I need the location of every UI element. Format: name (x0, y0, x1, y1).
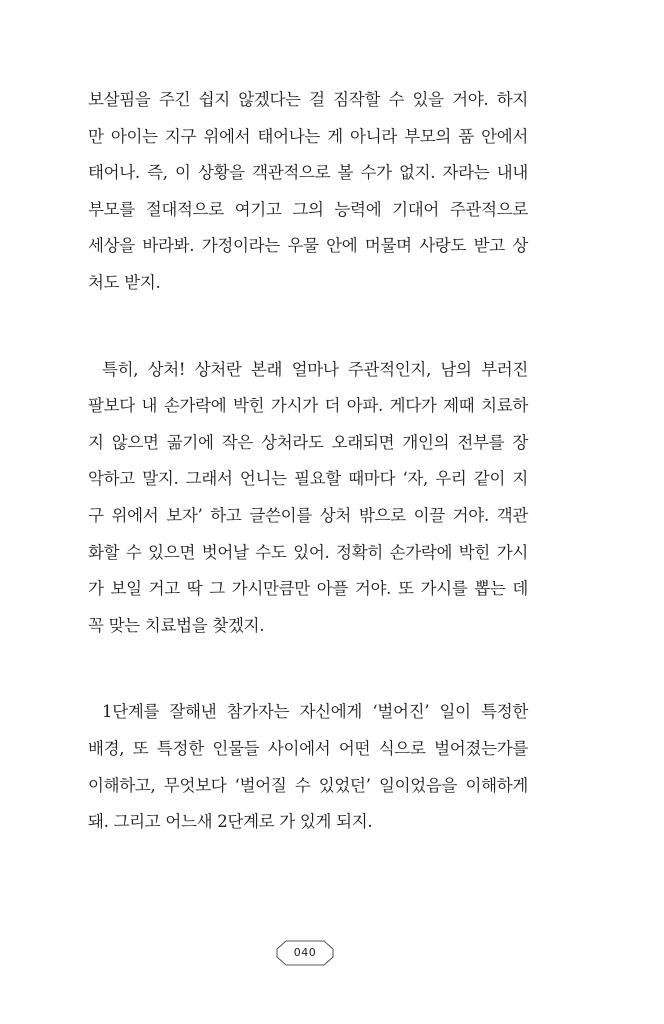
text-line: 화할 수 있으면 벗어날 수도 있어. 정확히 손가락에 박힌 가시 (88, 542, 528, 562)
text-line: 보살핌을 주긴 쉽지 않겠다는 걸 짐작할 수 있을 거야. 하지 (88, 90, 528, 109)
text-line: 꼭 맞는 치료법을 찾겠지. (88, 615, 265, 635)
text-line: 구 위에서 보자’ 하고 글쓴이를 상처 밖으로 이끌 거야. 객관 (88, 505, 528, 525)
paragraph-spacer (88, 302, 528, 352)
text-line: 가 보일 거고 딱 그 가시만큼만 아플 거야. 또 가시를 뽑는 데 (88, 579, 528, 599)
text-line: 팔보다 내 손가락에 박힌 가시가 더 아파. 게다가 제때 치료하 (88, 396, 528, 416)
text-line: 세상을 바라봐. 가정이라는 우물 안에 머물며 사랑도 받고 상 (88, 236, 528, 256)
page-number: 040 (293, 946, 317, 959)
text-line: 만 아이는 지구 위에서 태어나는 게 아니라 부모의 품 안에서 (88, 126, 528, 146)
text-line: 태어나. 즉, 이 상황을 객관적으로 볼 수가 없지. 자라는 내내 (88, 163, 528, 183)
paragraph-2 (88, 352, 528, 645)
text-line: 부모를 절대적으로 여기고 그의 능력에 기대어 주관적으로 (88, 199, 528, 219)
text-line: 특히, 상처! 상처란 본래 얼마나 주관적인지, 남의 부러진 (102, 359, 528, 379)
page-number-badge (276, 940, 334, 966)
text-line: 처도 받지. (88, 272, 161, 292)
page-body (88, 82, 528, 841)
text-line: 지 않으면 곪기에 작은 상처라도 오래되면 개인의 전부를 장 (88, 432, 528, 452)
text-line: 1단계를 잘해낸 참가자는 자신에게 ‘벌어진’ 일이 특정한 (102, 702, 528, 722)
text-line: 돼. 그리고 어느새 2단계로 가 있게 되지. (88, 812, 373, 832)
text-line: 이해하고, 무엇보다 ‘벌어질 수 있었던’ 일이었음을 이해하게 (88, 775, 528, 795)
text-line: 배경, 또 특정한 인물들 사이에서 어떤 식으로 벌어졌는가를 (88, 738, 528, 758)
paragraph-spacer (88, 644, 528, 694)
paragraph-1 (88, 82, 528, 302)
paragraph-3 (88, 694, 528, 840)
text-line: 악하고 말지. 그래서 언니는 필요할 때마다 ‘자, 우리 같이 지 (88, 469, 528, 489)
